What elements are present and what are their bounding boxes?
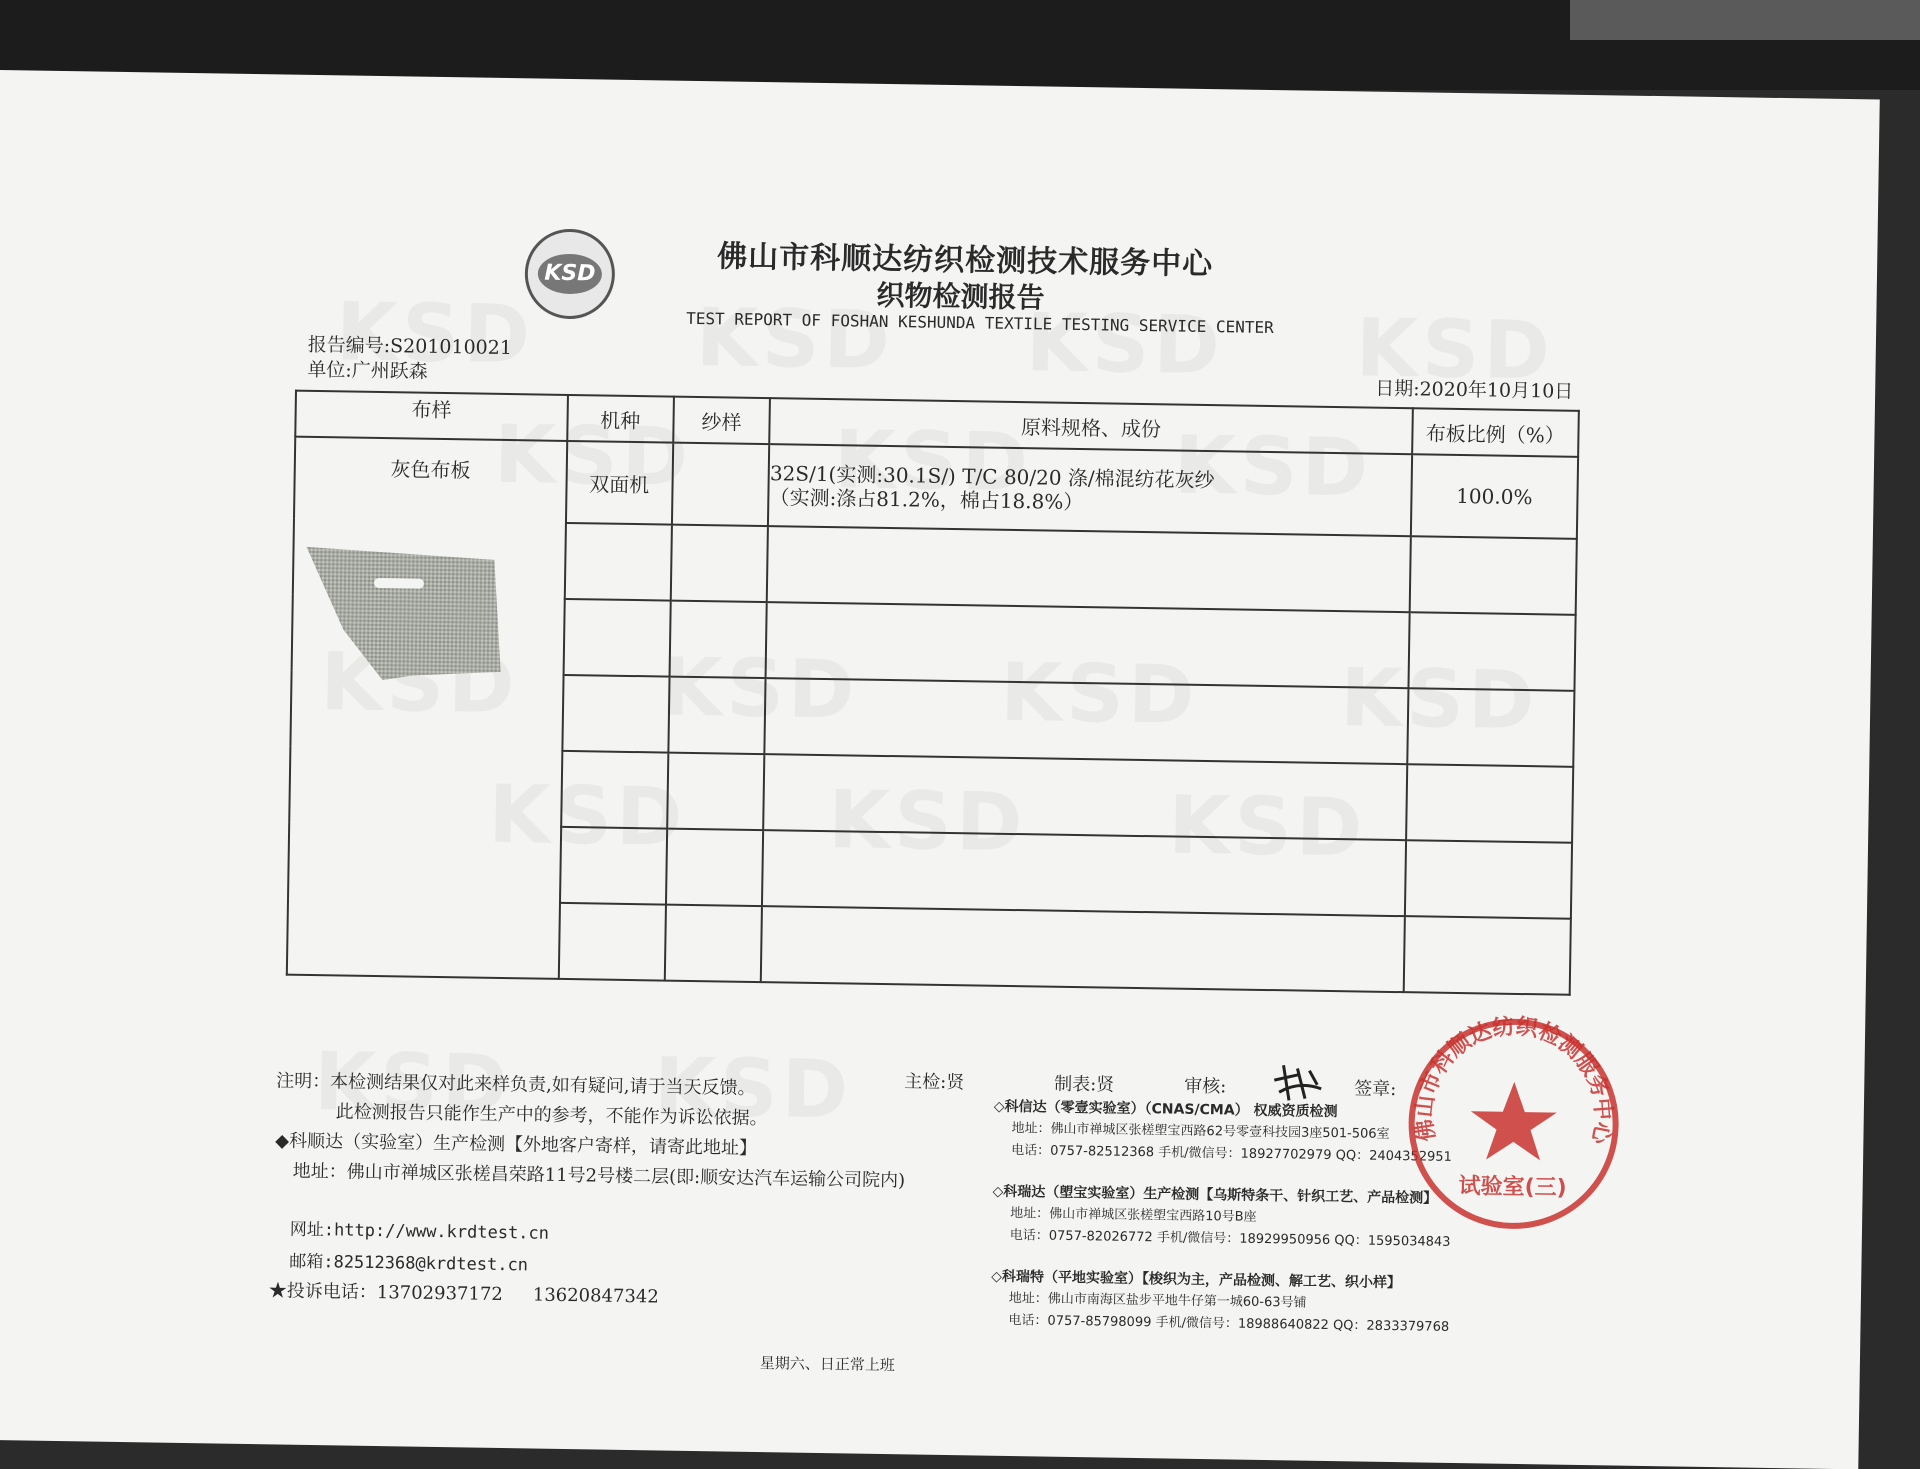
header-machine: 机种 — [567, 395, 674, 443]
client-unit: 单位:广州跃森 — [307, 358, 428, 383]
report-paper — [0, 70, 1880, 1469]
watermark-text — [695, 291, 894, 387]
spec-line-1: 32S/1(实测:30.1S/) T/C 80/20 涤/棉混纺花灰纱 — [769, 461, 1215, 493]
background-object — [1570, 0, 1920, 40]
report-title: 佛山市科顺达纺织检测技术服务中心 — [716, 239, 1214, 283]
reviewer-signature — [1269, 1060, 1330, 1106]
lab-info-3 — [990, 1266, 1450, 1339]
ksd-logo — [524, 228, 615, 319]
header-ratio: 布板比例（%） — [1412, 408, 1579, 457]
lab-info-2 — [992, 1181, 1452, 1254]
lab-2-head: ◇科瑞达（塱宝实验室）生产检测【乌斯特条干、针织工艺、产品检测】 — [992, 1183, 1438, 1207]
lab-3-tel: 电话：0757-85798099 手机/微信号：18988640822 QQ：2833379768 — [1008, 1312, 1450, 1335]
lab-2-address: 地址：佛山市禅城区张槎塱宝西路10号B座 — [1010, 1206, 1257, 1225]
machine-cell: 双面机 — [565, 441, 673, 525]
official-red-seal — [1402, 1012, 1625, 1235]
report-title-english: TEST REPORT OF FOSHAN KESHUNDA TEXTILE TESTING SERVICE CENTER — [686, 308, 1274, 338]
website: 网址:http://www.krdtest.cn — [289, 1219, 550, 1244]
report-subtitle: 织物检测报告 — [876, 278, 1045, 315]
logo-text: KSD — [538, 253, 603, 294]
watermark-text — [1025, 296, 1224, 392]
seal-subtext: 试验室(三) — [1458, 1174, 1567, 1201]
spec-line-2: （实测:涤占81.2%，棉占18.8%） — [769, 485, 1084, 515]
note-line-1: 注明：本检测结果仅对此来样负责,如有疑问,请于当天反馈。 — [275, 1070, 756, 1099]
footer-note: 星期六、日正常上班 — [759, 1354, 895, 1375]
fabric-swatch-image — [302, 539, 504, 682]
lab-1-head: ◇科信达（零壹实验室）（CNAS/CMA） 权威资质检测 — [993, 1098, 1338, 1121]
note-line-2: 此检测报告只能作生产中的参考，不能作为诉讼依据。 — [335, 1101, 768, 1130]
test-table — [286, 390, 1580, 996]
email: 邮箱:82512368@krdtest.cn — [289, 1251, 529, 1276]
lab-1-tel: 电话：0757-82512368 手机/微信号：18927702979 QQ：2404352951 — [1011, 1143, 1452, 1165]
sample-cell — [287, 437, 567, 979]
issuer-label: 签章: — [1353, 1078, 1397, 1101]
lab-main-address: 地址：佛山市禅城区张槎昌荣路11号2号楼二层(即:顺安达汽车运输公司院内) — [292, 1160, 906, 1192]
lab-main-head: ◆科顺达（实验室）生产检测【外地客户寄样，请寄此地址】 — [275, 1130, 758, 1160]
report-date: 日期:2020年10月10日 — [1374, 377, 1574, 403]
maker-label: 制表:贤 — [1054, 1073, 1115, 1096]
lab-1-address: 地址：佛山市禅城区张槎塱宝西路62号零壹科技园3座501-506室 — [1011, 1121, 1390, 1142]
spec-cell — [768, 444, 1412, 536]
lab-3-head: ◇科瑞特（平地实验室）【梭织为主，产品检测、解工艺、织小样】 — [991, 1268, 1402, 1292]
seal-text: 佛山市科顺达纺织检测服务中心 — [1412, 1014, 1616, 1147]
ratio-cell: 100.0% — [1411, 454, 1579, 539]
sample-name: 灰色布板 — [390, 457, 471, 483]
inspector-label: 主检:贤 — [904, 1071, 965, 1094]
lab-3-address: 地址：佛山市南海区盐步平地牛仔第一城60-63号铺 — [1008, 1290, 1307, 1311]
header-spec: 原料规格、成份 — [769, 398, 1412, 454]
lab-2-tel: 电话：0757-82026772 手机/微信号：18929950956 QQ：1595034843 — [1009, 1228, 1451, 1250]
report-number: 报告编号:S201010021 — [307, 333, 513, 360]
reviewer-label: 审核: — [1184, 1075, 1227, 1098]
lab-info-1 — [993, 1096, 1453, 1169]
header-yarn: 纱样 — [673, 397, 770, 445]
yarn-cell — [672, 443, 770, 527]
complaint-phone: ★投诉电话：13702937172 — [268, 1280, 503, 1306]
complaint-phone-2: 13620847342 — [532, 1284, 659, 1308]
header-sample: 布样 — [295, 391, 567, 441]
